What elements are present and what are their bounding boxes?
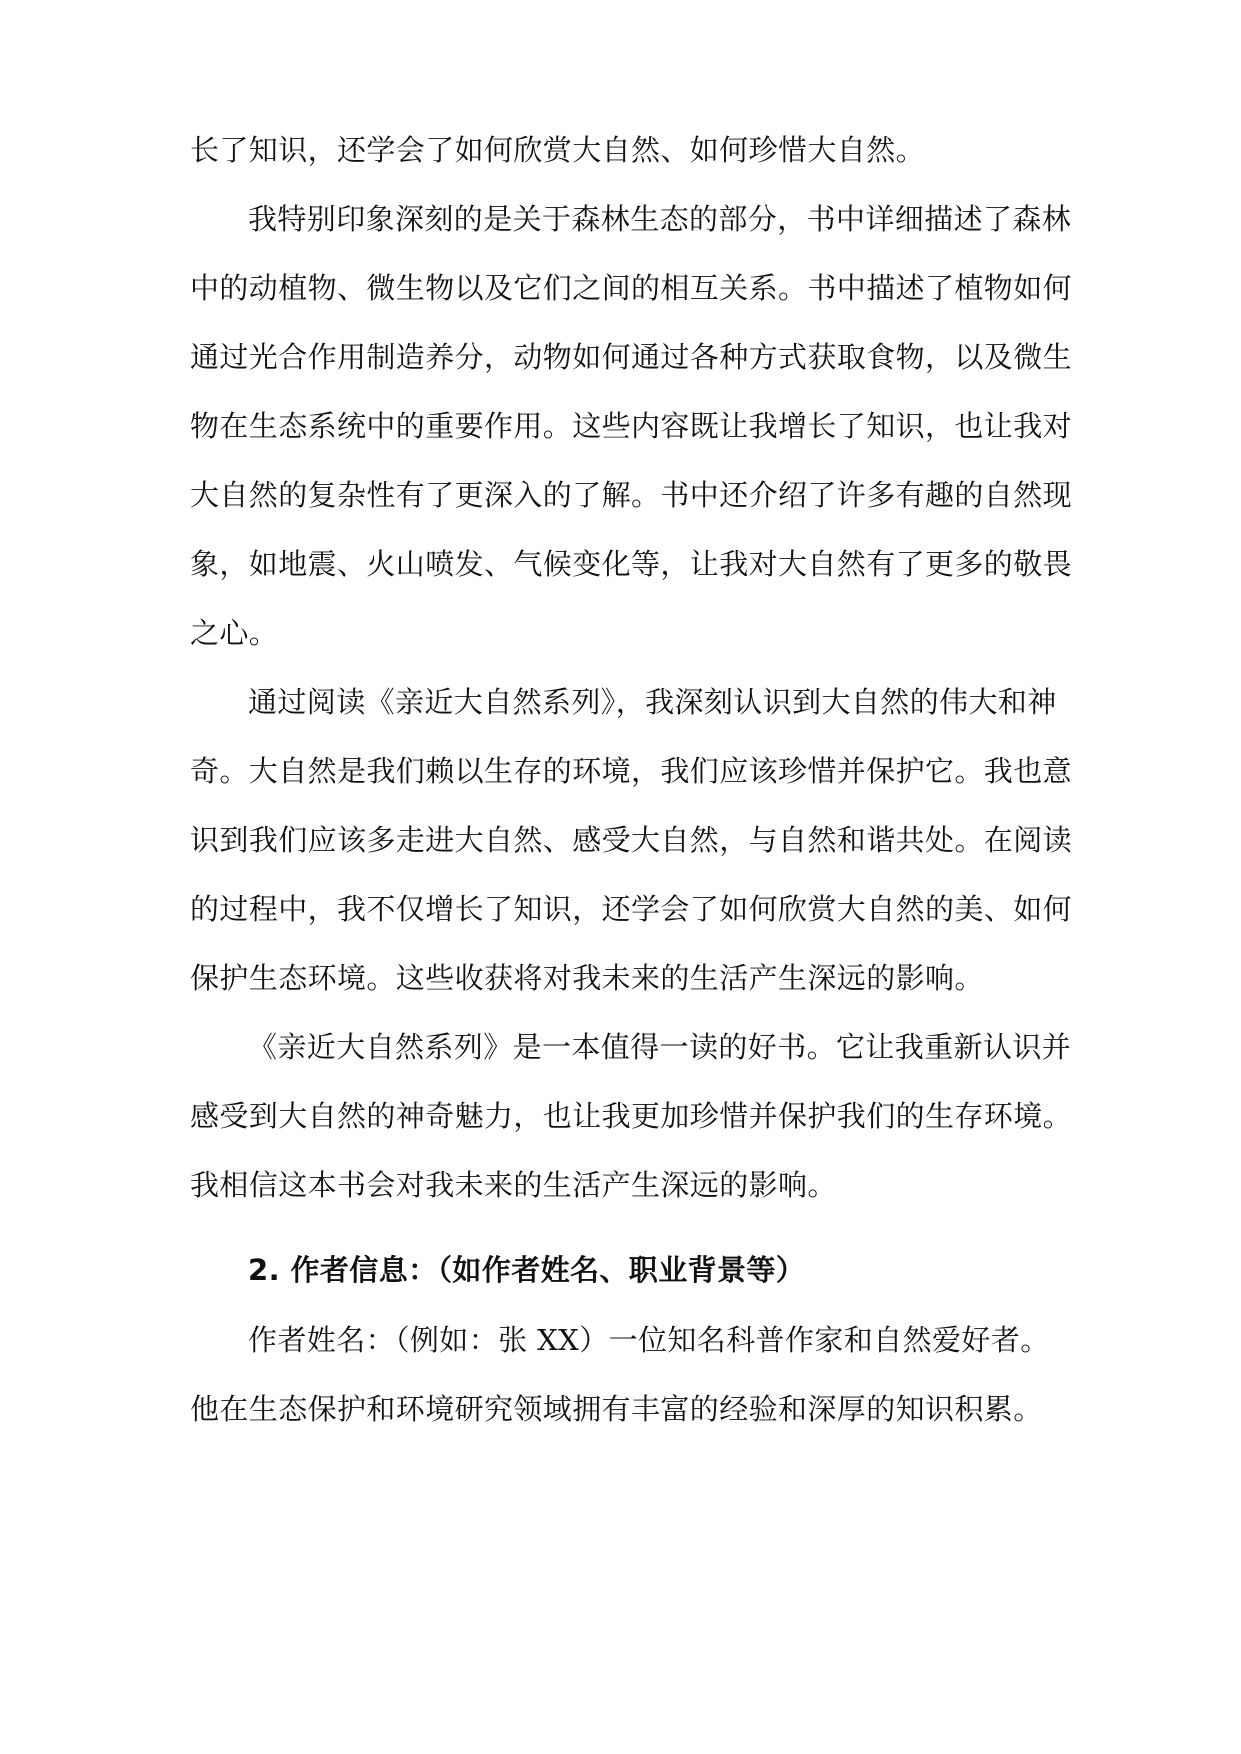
paragraph-line: 奇。大自然是我们赖以生存的环境，我们应该珍惜并保护它。我也意 <box>190 754 1073 788</box>
paragraph-line: 之心。 <box>190 616 279 650</box>
paragraph-line: 保护生态环境。这些收获将对我未来的生活产生深远的影响。 <box>190 961 984 995</box>
paragraph-line: 的过程中，我不仅增长了知识，还学会了如何欣赏大自然的美、如何 <box>190 892 1073 926</box>
paragraph-line: 象，如地震、火山喷发、气候变化等，让我对大自然有了更多的敬畏 <box>190 547 1073 581</box>
paragraph-line: 物在生态系统中的重要作用。这些内容既让我增长了知识，也让我对 <box>190 409 1073 443</box>
paragraph-line: 他在生态保护和环境研究领域拥有丰富的经验和深厚的知识积累。 <box>190 1392 1043 1426</box>
paragraph-line: 我特别印象深刻的是关于森林生态的部分，书中详细描述了森林 <box>248 202 1072 236</box>
section-heading: 2. 作者信息：（如作者姓名、职业背景等） <box>248 1253 806 1287</box>
paragraph-line: 大自然的复杂性有了更深入的了解。书中还介绍了许多有趣的自然现 <box>190 478 1073 512</box>
paragraph-line: 《亲近大自然系列》是一本值得一读的好书。它让我重新认识并 <box>248 1030 1072 1064</box>
paragraph-line: 感受到大自然的神奇魅力，也让我更加珍惜并保护我们的生存环境。 <box>190 1099 1073 1133</box>
paragraph-line: 中的动植物、微生物以及它们之间的相互关系。书中描述了植物如何 <box>190 271 1073 305</box>
paragraph-line: 作者姓名：（例如：张 XX）一位知名科普作家和自然爱好者。 <box>248 1323 1050 1357</box>
paragraph-line: 通过阅读《亲近大自然系列》，我深刻认识到大自然的伟大和神 <box>248 685 1057 719</box>
paragraph-line: 识到我们应该多走进大自然、感受大自然，与自然和谐共处。在阅读 <box>190 823 1073 857</box>
paragraph-line: 通过光合作用制造养分，动物如何通过各种方式获取食物，以及微生 <box>190 340 1073 374</box>
paragraph-line: 长了知识，还学会了如何欣赏大自然、如何珍惜大自然。 <box>190 133 926 167</box>
paragraph-line: 我相信这本书会对我未来的生活产生深远的影响。 <box>190 1168 837 1202</box>
